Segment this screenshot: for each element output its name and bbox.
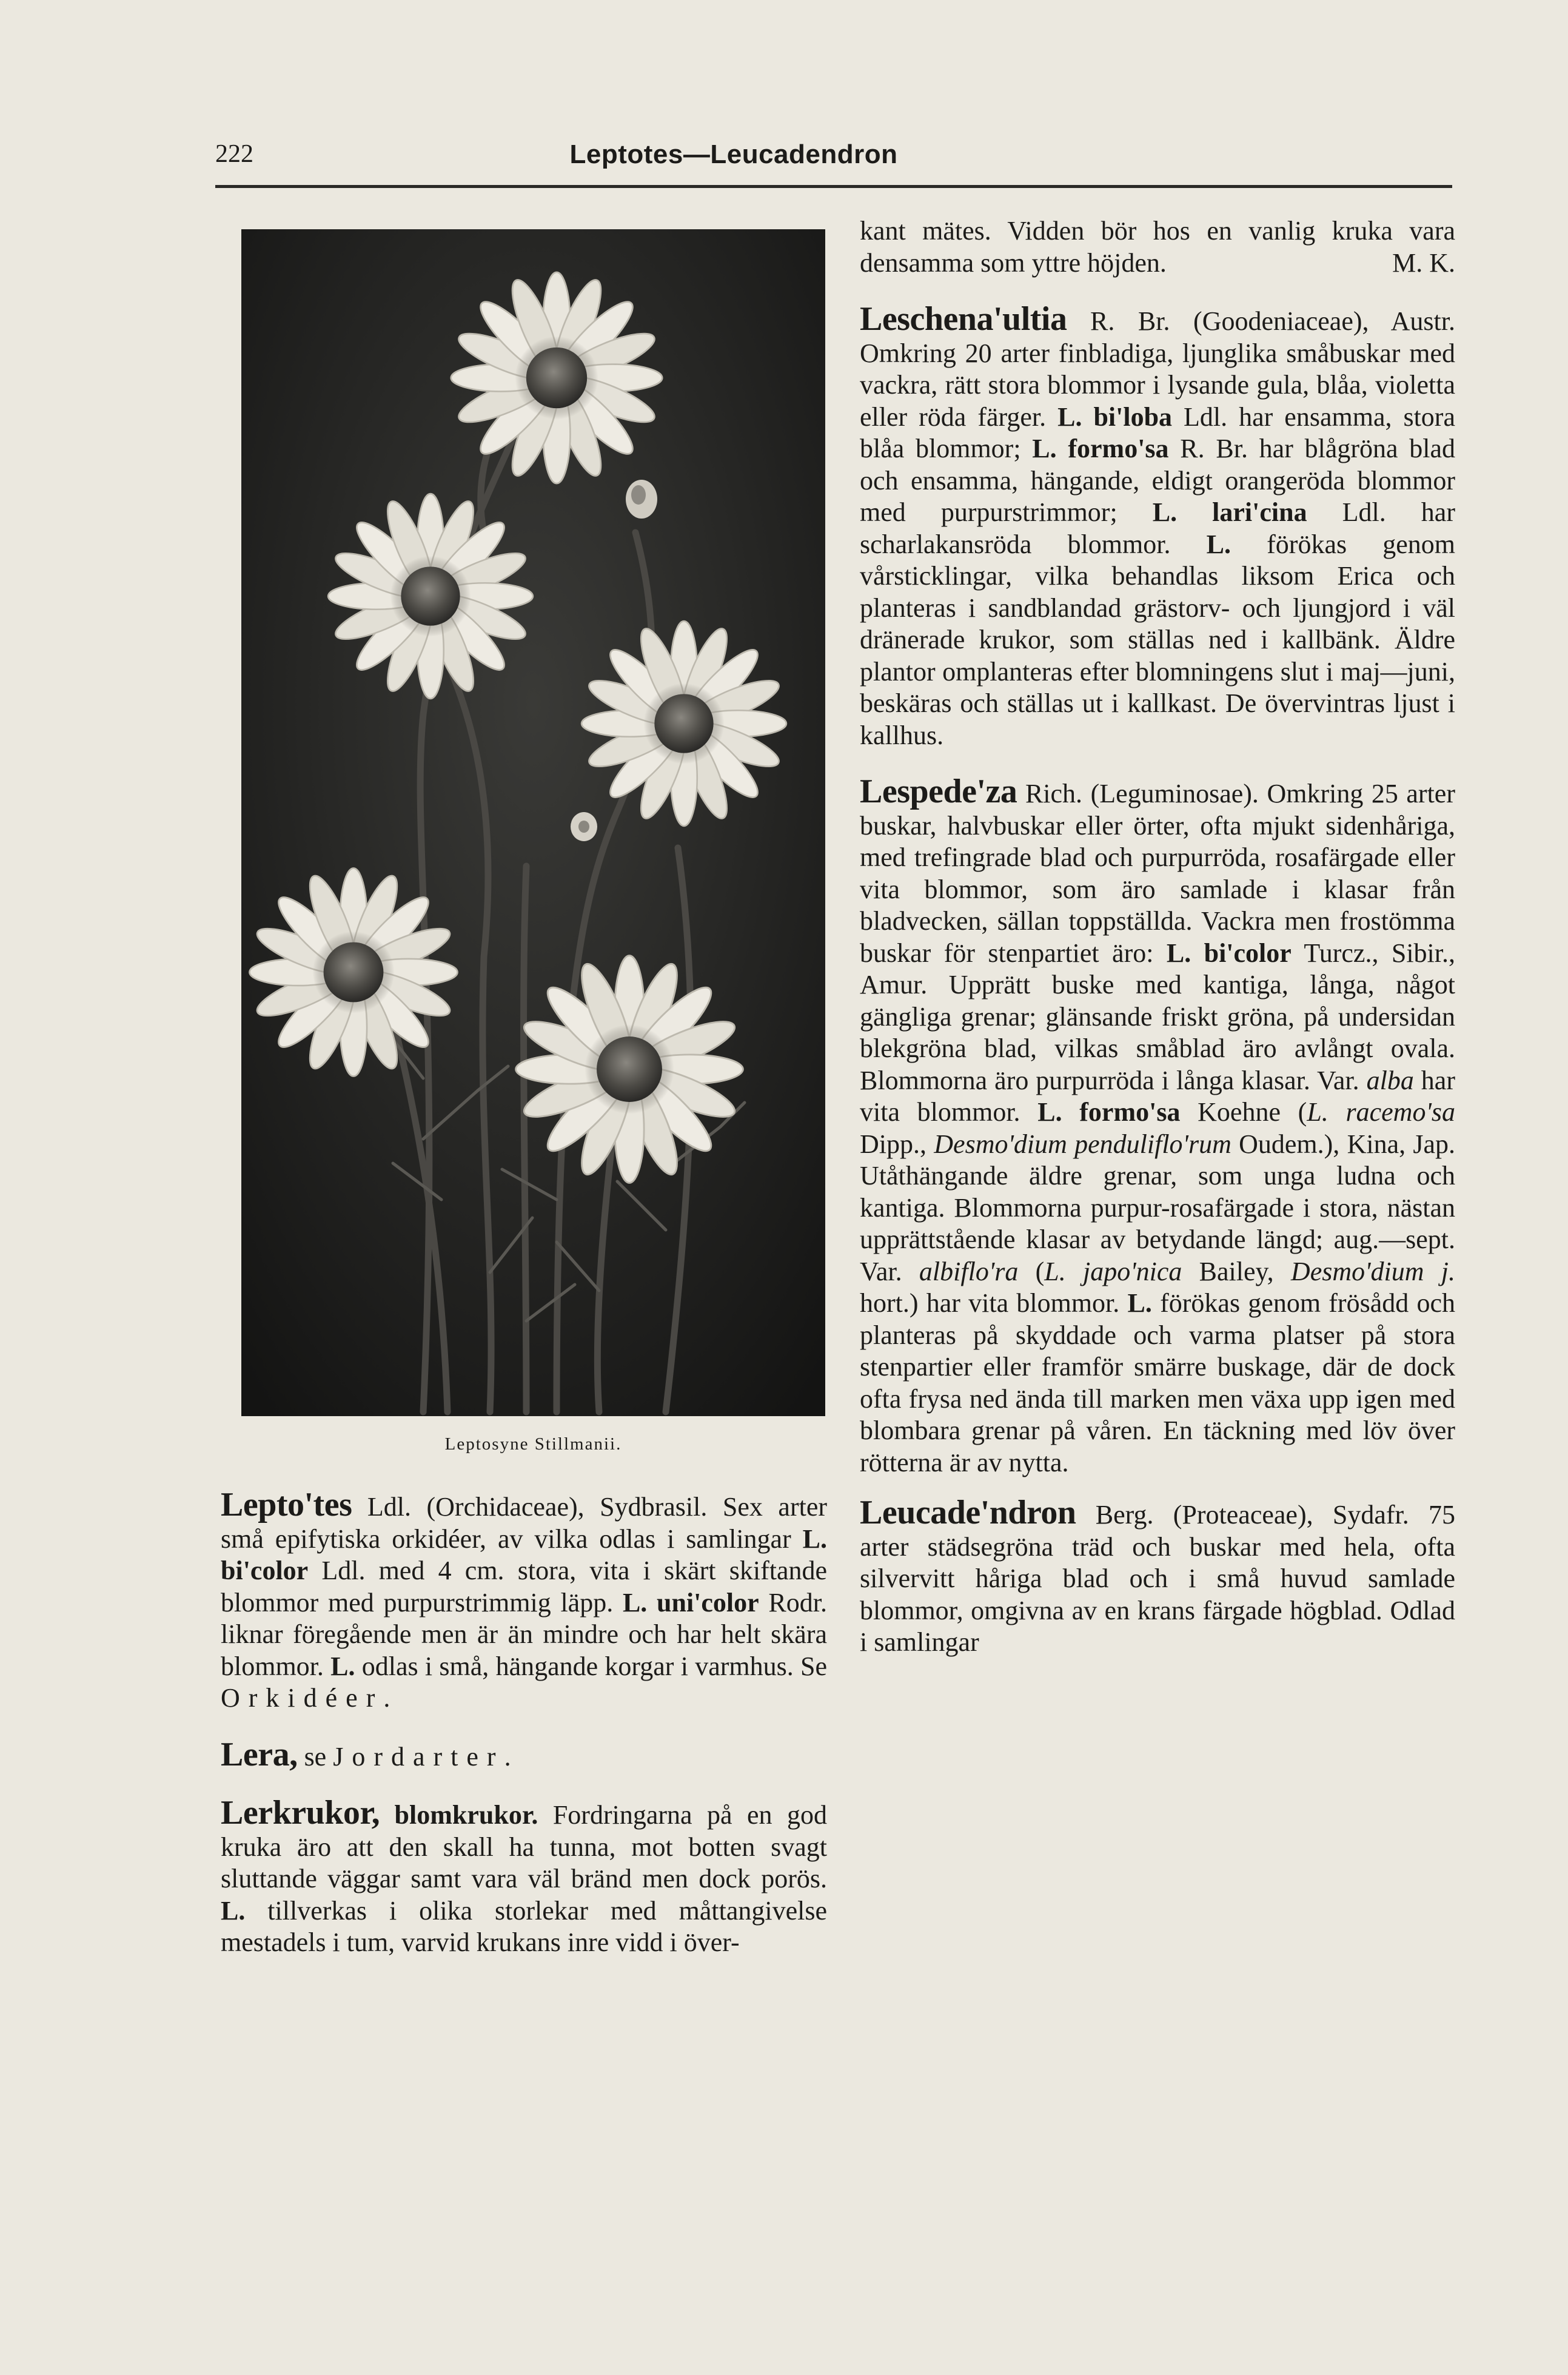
cross-reference: Jordarter: [333, 1741, 504, 1772]
running-head: [215, 139, 1452, 176]
entry-continuation: kant mätes. Vidden bör hos en vanlig kruka vara densamma som yttre höjden. M. K.: [860, 215, 1455, 279]
entry-leptotes: Lepto'tes Ldl. (Orchidaceae), Sydbrasil. Sex arter små epifytiska orkidéer, av vilka odlas i samlingar L. bi'color Ldl. med 4 cm. stora, vita i skärt skiftande blommor med purpurstrimmig läpp. L. uni'color Rodr. liknar föregående men är än mindre och har helt skära blommor. L. odlas i små, hängande korgar i varmhus. Se Orkidéer.: [221, 1486, 828, 1713]
page-number: 222: [215, 140, 253, 168]
left-column: [221, 1486, 828, 1959]
right-column: [860, 215, 1455, 1659]
headword: Lera,: [221, 1735, 298, 1773]
entry-lerkrukor: Lerkrukor, blomkrukor. Fordringarna på en god kruka äro att den skall ha tunna, mot botten svagt sluttande väggar samt vara väl bränd men dock porös. L. tillverkas i olika storlekar med måttangivelse mestadels i tum, varvid krukans inre vidd i över-: [221, 1794, 828, 1957]
headword: Lepto'tes: [221, 1486, 352, 1523]
headword: Leschena'ultia: [860, 300, 1067, 338]
cross-reference: Orkidéer: [221, 1683, 384, 1713]
headword: Leucade'ndron: [860, 1494, 1076, 1531]
entry-leucadendron: Leucade'ndron Berg. (Proteaceae), Sydafr. 75 arter städsegröna träd och buskar med hela, ofta silvervitt håriga blad och i små huvud samlade blommor, omgivna av en krans färgade högblad. Odlad i samlingar: [860, 1494, 1455, 1657]
entry-lera: Lera, se Jordarter.: [221, 1735, 511, 1773]
running-title: Leptotes—Leucadendron: [569, 139, 898, 169]
daisy-illustration: [241, 229, 825, 1416]
headword: Lespede'za: [860, 773, 1017, 810]
entry-lespedeza: Lespede'za Rich. (Leguminosae). Omkring 25 arter buskar, halvbuskar eller örter, ofta mjukt sidenhåriga, med trefingrade blad och purpurröda, rosafärgade eller vita blommor, som äro samlade i klasar från bladvecken, sällan toppställda. Vackra men frostömma buskar för stenpartiet äro: L. bi'color Turcz., Sibir., Amur. Upprätt buske med kantiga, långa, något gängliga grenar; glänsande friskt gröna, på undersidan blekgröna blad, vilkas småblad äro avlångt ovala. Blommorna äro purpurröda i långa klasar. Var. alba har vita blommor. L. formo'sa Koehne (L. racemo'sa Dipp., Desmo'dium penduliflo'rum Oudem.), Kina, Jap. Utåthängande äldre grenar, som unga ludna och kantiga. Blommorna purpur-rosafärgade i stora, nästan upprättstående klasar av betydande längd; aug.—sept. Var. albiflo'ra (L. japo'nica Bailey, Desmo'dium j. hort.) har vita blommor. L. förökas genom frösådd och planteras på skyddade och varma platser på stora stenpartier eller framför smärre buskage, där de dock ofta frysa ned ända till marken men växa upp igen med blombara grenar på våren. En täckning med löv över rötterna är av nytta.: [860, 773, 1456, 1477]
author-signature: M. K.: [1392, 247, 1455, 278]
flower-photograph: [241, 229, 825, 1416]
header-rule: [215, 185, 1452, 188]
figure-caption: Leptosyne Stillmanii.: [444, 1434, 622, 1454]
headword: Lerkrukor,: [221, 1794, 380, 1832]
entry-leschenaultia: Leschena'ultia R. Br. (Goodeniaceae), Austr. Omkring 20 arter finbladiga, ljunglika småbuskar med vackra, rätt stora blommor i lysande gula, blåa, violetta eller röda färger. L. bi'loba Ldl. har ensamma, stora blåa blommor; L. formo'sa R. Br. har blågröna blad och ensamma, hängande, eldigt orangeröda blommor med purpurstrimmor; L. lari'cina Ldl. har scharlakansröda blommor. L. förökas genom vårsticklingar, vilka behandlas liksom Erica och planteras i sandblandad grästorv- och ljungjord i väl dränerade krukor, som ställas ned i kallbänk. Äldre plantor omplanteras efter blomningens slut i maj—juni, beskäras och ställas ut i kallkast. De övervintras ljust i kallhus.: [860, 300, 1455, 750]
